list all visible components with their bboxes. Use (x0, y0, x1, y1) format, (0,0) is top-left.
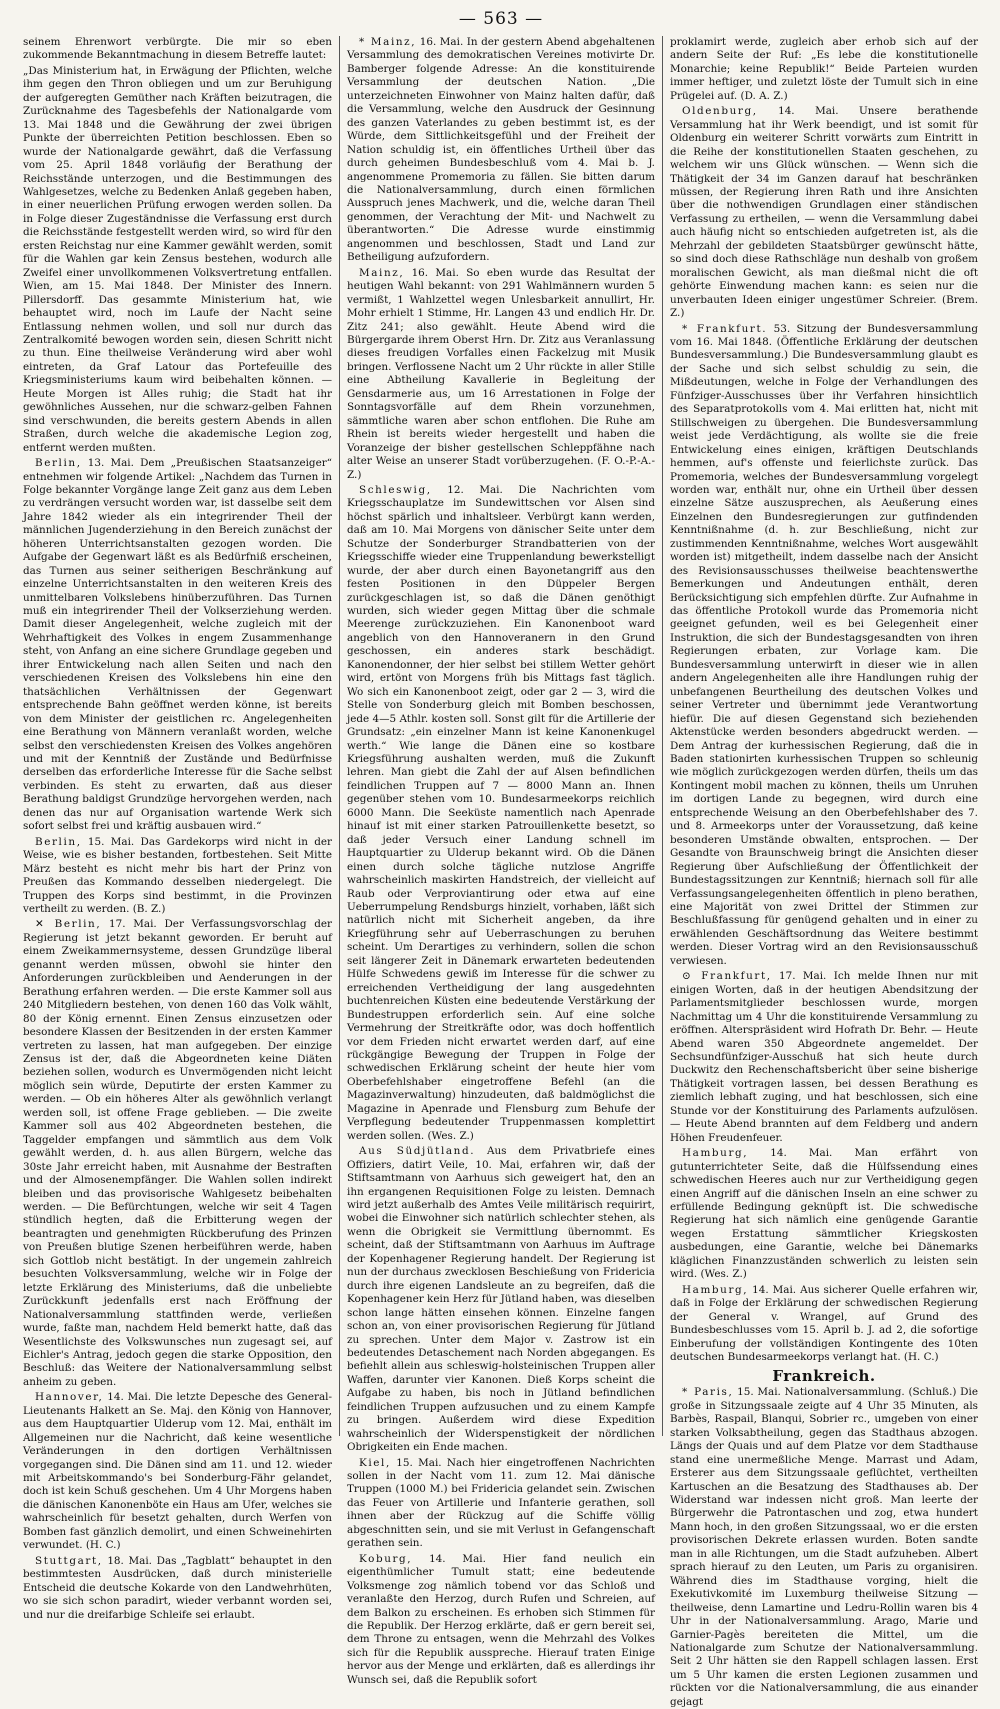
article-text: 14. Mai. Hier fand neulich ein eigenthümlicher Tumult statt; eine bedeutende Volksmenge zog nämlich tobend vor das Schloß und veranlaßte den Herzog, durch Rufen und Schreien, auf dem Balkon zu erscheinen. Es erhoben sich Stimmen für die Republik. Der Herzog erklärte, daß er gern bereit sei, dem Throne zu entsagen, wenn die Mehrzahl des Volkes sich für die Republik ausspreche. Hierauf traten Einige hervor aus der Menge und erklärten, daß es allerdings ihr Wunsch sei, daß die Republik sofort (347, 1552, 656, 1686)
section-heading: Frankreich. (772, 1367, 876, 1386)
article-dateline: Mainz, (359, 266, 405, 279)
article (347, 1145, 655, 1454)
article-text: proklamirt werde, zugleich aber erhob sich auf der andern Seite der Ruf: „Es lebe die konstitutionelle Monarchie; keine Republik!“ Beide Parteien wurden immer heftiger, und zuletzt löste der Tumult sich in eine Prügelei auf. (D. A. Z.) (670, 36, 978, 102)
article-dateline: ⊙ Frankfurt, (682, 970, 772, 983)
article (23, 36, 332, 63)
article (23, 457, 332, 834)
columns (16, 36, 986, 1708)
article-text: 18. Mai. Das „Tagblatt“ behauptet in den bestimmtesten Ausdrücken, daß durch ministerielle Entscheid die deutsche Kokarde von den Landwehrhüten, wo sie sich schon paradirt, wieder verbannt worden sei, und nur die dreifarbige Schleife sei erlaubt. (23, 1554, 332, 1621)
article-text: Aus dem Privatbriefe eines Offiziers, datirt Veile, 10. Mai, erfahren wir, daß der Stiftsamtmann von Aarhuus sich geweigert hat, den an ihn ergangenen Requisitionen Folge zu leisten. Demnach wird jetzt außerhalb des Amtes Veile militärisch requirirt, wobei die Einwohner sich natürlich schlechter stehen, als wenn die Obrigkeit sie Vermittlung übernommt. Es scheint, daß der Stiftsamtmann von Aarhuus im Auftrage der Kopenhagener Regierung handelt. Der Regierung ist nun der durchaus zwecklosen Beschießung von Fridericia durch ihre eigenen Landsleute an zu begreifen, daß die Kopenhagener kein Herz für Jütland haben, was dieselben schon lange hätten einsehen können. Einzelne fangen schon an, von einer provisorischen Regierung für Jütland zu sprechen. Unter dem Major v. Zastrow ist ein bedeutendes Detaschement nach Norden abgegangen. Es befiehlt allein aus schleswig-holsteinischen Truppen aller Waffen, darunter vier Kanonen. Dieß Korps scheint die Aufgabe zu haben, bis noch in Jütland befindlichen feindlichen Truppen aufzusuchen und zu einem Kampfe zu bringen. Außerdem wird diese Expedition wahrscheinlich der Widerspenstigkeit der nördlichen Obrigkeiten ein Ende machen. (347, 1145, 656, 1454)
article (23, 65, 332, 455)
article (23, 1555, 332, 1622)
article-text: 17. Mai. Der Verfassungsvorschlag der Regierung ist jetzt bekannt geworden. Er beruht auf einem Zweikammernsysteme, dessen Grundzüge liberal genannt werden müssen, obwohl sie hinter den Anforderungen zurückbleiben und Aenderungen in der Berathung erfahren werden. — Die erste Kammer soll aus 240 Mitgliedern bestehen, von denen 160 das Volk wählt, 80 der König ernennt. Einen Zensus einzusetzen oder besondere Klassen der Besitzenden in der ersten Kammer vertreten zu lassen, hat man aufgegeben. Der einzige Zensus ist der, daß die Abgeordneten keine Diäten beziehen sollen, wodurch es Unvermögenden nicht leicht möglich sein würde, Deputirte der ersten Kammer zu werden. — Ob ein höheres Alter als gewöhnlich verlangt werden soll, ist offene Frage geblieben. — Die zweite Kammer soll aus 402 Abgeordneten bestehen, die Taggelder empfangen und sämmtlich aus dem Volk gewählt werden, d. h. aus allen Bürgern, welche das 30ste Jahr erreicht haben, mit Ausnahme der Bestraften und der Almosenempfänger. Die Wahlen sollen indirekt bleiben und das provisorische Wahlgesetz beibehalten werden. — Die Befürchtungen, welche wir seit 4 Tagen stündlich hegten, daß die Erbitterung wegen der beantragten und genehmigten Rückberufung des Prinzen von Preußen blutige Szenen herbeiführen werde, haben sich Gottlob nicht bestätigt. In der ungemein zahlreich besuchten Volksversammlung, welche wir in Folge der letzte Erklärung des Ministeriums, daß die unbeliebte Zurückkunft jedenfalls erst nach Eröffnung der Nationalversammlung stattfinden werde, verließen wurde, faßte man, nachdem Held bemerkt hatte, daß das Wesentlichste des Volkswunsches nun zugesagt sei, auf Eichler's Antrag, jedoch gegen die starke Opposition, den Beschluß: das Weitere der Nationalversammlung selbst anheim zu geben. (23, 918, 332, 1388)
column-right (662, 36, 985, 1708)
article-text: 14. Mai. Man erfährt von gutunterrichteter Seite, daß die Hülfssendung eines schwedischen Heeres auch nur zur Vertheidigung gegen einen Angriff auf die dänischen Inseln an eine schwer zu erfüllende Bedingung geknüpft ist. Die schwedische Regierung hat sich nämlich eine genügende Garantie wegen Erstattung sämmtlicher Kriegskosten ausbedungen, eine Garantie, welche bei Dänemarks kläglichen Finanzzuständen schwerlich zu leisten sein wird. (Wes. Z.) (670, 1147, 978, 1281)
article-dateline: Hannover, (35, 1391, 104, 1404)
article-text: 12. Mai. Die Nachrichten vom Kriegsschauplatze im Sundewittschen vor Alsen sind höchst spärlich und inhaltsleer. Verbürgt kann werden, daß am 10. Mai Morgens von dänischer Seite unter dem Schutze der Sonderburger Strandbatterien von der Kriegsschiffe wieder eine Truppenlandung bewerkstelligt wurde, der aber durch einen Bayonetangriff aus den festen Positionen in den Düppeler Bergen zurückgeschlagen ist, so daß die Dänen genöthigt wurden, sich wieder gegen Mittag über die schmale Meerenge zurückzuziehen. Ein Kanonenboot ward angeblich von den Hannoveranern in den Grund geschossen, ein anderes stark beschädigt. Kanonendonner, der hier selbst bei stillem Wetter gehört wird, ertönt von Morgens früh bis Mittags fast täglich. Wo sich ein Kanonenboot zeigt, oder gar 2 — 3, wird die Stelle von Sonderburg gleich mit Bomben beschossen, jede 4—5 Athlr. kosten soll. Sonst gilt für die Artillerie der Grundsatz: „ein einzelner Mann ist keine Kanonenkugel werth.“ Wie lange die Dänen eine so kostbare Kriegsführung aushalten werden, muß die Zukunft lehren. Man giebt die Zahl der auf Alsen befindlichen feindlichen Truppen auf 7 — 8000 Mann an. Ihnen gegenüber stehen vom 10. Bundesarmeekorps reichlich 6000 Mann. Die Seeküste namentlich nach Apenrade hinauf ist mit einer starken Patrouillenkette besetzt, so daß jeder Versuch einer Landung schnell im Hauptquartier zu Ulderup bekannt wird. Ob die Dänen einen durch solche tägliche nutzlose Angriffe wahrscheinlich maskirten Handstreich, der vielleicht auf Raub oder Verproviantirung oder etwa auf eine Ueberrumpelung Rendsburgs hinzielt, vorhaben, läßt sich natürlich nicht mit Sicherheit angeben, da ihre Kriegführung sehr auf Ueberraschungen zu beruhen scheint. Um Derartiges zu verhindern, sollen die schon seit längerer Zeit in Dänemark erwarteten bedeutenden Hülfe Schwedens gewiß im Interesse für die schwer zu erreichenden Vertheidigung der lang ausgedehnten buchtenreichen Küsten eine bedeutende Verstärkung der Bundestruppen erforderlich sein. Auf eine solche Vermehrung der Streitkräfte odor, was doch hoffentlich vor dem Frieden nicht erwartet werden darf, auf eine rückgängige Bewegung der Truppen in Folge der schwedischen Erklärung scheint der heute hier vom Oberbefehlshaber eingetroffene Befehl (an die Magazinverwaltung) hinzudeuten, daß baldmöglichst die Magazine in Apenrade und Flensburg zum Behufe der Verpflegung bedeutender Truppenmassen komplettirt werden sollen. (Wes. Z.) (347, 483, 655, 1142)
article-dateline: Berlin, (35, 835, 82, 848)
article-dateline: * Paris, (682, 1386, 734, 1399)
article-dateline: ✕ Berlin, (35, 918, 102, 931)
article-text: 16. Mai. So eben wurde das Resultat der heutigen Wahl bekannt: von 291 Wahlmännern wurden 5 vermißt, 1 Wahlzettel wegen Unlesbarkeit annullirt, Hr. Mohr erhielt 1 Stimme, Hr. Langen 43 und endlich Hr. Dr. Zitz 241; also gewählt. Heute Abend wird die Bürgergarde ihrem Oberst Hrn. Dr. Zitz aus Veranlassung dieses freudigen Vorfalles einen Fackelzug mit Musik bringen. Verflossene Nacht um 2 Uhr rückte in aller Stille eine Abtheilung Kavallerie in Begleitung der Gensdarmerie aus, um 16 Arrestationen in Folge der Sonntagsvorfälle auf dem Rhein vorzunehmen, sämmtliche waren aber schon entflohen. Die Ruhe am Rhein ist bereits wieder hergestellt und haben die Voranzeige der bisher gestellschen Schleppfähne nach alter Weise an unserer Stadt vorüberzugehen. (F. O.-P.-A.-Z.) (347, 266, 655, 481)
article-dateline: Hamburg, (682, 1147, 749, 1160)
article-dateline: * Frankfurt. (682, 322, 768, 335)
article-dateline: Aus Südjütland. (359, 1145, 476, 1158)
article-dateline: Oldenburg, (682, 105, 758, 118)
article-text: 15. Mai. Nationalversammlung. (Schluß.) Die große in Sitzungssaale zeigte auf 4 Uhr 35 Minuten, als Barbès, Raspail, Blanqui, Sobrier rc., umgeben von einer starken Volksabtheilung, gegen das Stadthaus abzogen. Längs der Quais und auf dem Platze vor dem Stadthause stand eine unermeßliche Menge. Marrast und Adam, Ersterer aus dem Sitzungssaale geflüchtet, vertheilten Kartuschen an die Besatzung des Stadthauses ab. Der Widerstand war indessen nicht groß. Man leerte der Bürgerwehr die Patrontaschen und zog, etwa hundert Mann hoch, in den großen Sitzungssaal, wo er die ersten provisorischen Dekrete erlassen wurden. Boten sandte man in alle Richtungen, um die Stadt aufzuheben. Albert sprach hierauf zu den Leuten, um Paris zu organisiren. Während dies im Stadthause vorging, hielt die Exekutivkomité im Luxemburg theilweise Sitzung — theilweise, denn Lamartine und Ledru-Rollin waren bis 4 Uhr in der Nationalversammlung. Arago, Marie und Garnier-Pagès bereiteten die Mittel, um die Nationalgarde zum Schutze der Nationalversammlung. Seit 2 Uhr hätten sie den Rappell schlagen lassen. Erst um 5 Uhr kamen die ersten Legionen zusammen und rückten vor die Nationalversammlung, die aus einander gejagt (670, 1386, 978, 1708)
article (670, 105, 978, 320)
article-text: 14. Mai. Unsere berathende Versammlung hat ihr Werk beendigt, und ist somit für Oldenburg ein weiterer Schritt vorwärts zum Eintritt in die Reihe der konstitutionellen Staaten geschehen, zu welchem wir uns Glück wünschen. — Wenn sich die Thätigkeit der 34 im Ganzen darauf hat beschränken müssen, der Regierung ihren Rath und ihre Ansichten über die nothwendigen Grundlagen einer ständischen Verfassung zu ertheilen, — wenn die Versammlung dabei auch häufig nicht so entschieden aufgetreten ist, als die Mehrzahl der gebildeten Staatsbürger gewünscht hätte, so sind doch diese Rathschläge nun deshalb von großem moralischen Gewicht, als man dießmal nicht die oft gehörte Einwendung machen kann: es seien nur die unverbauten Ideen einiger ungestümer Schreier. (Brem. Z.) (670, 105, 978, 320)
article-dateline: Hamburg, (682, 1283, 749, 1296)
article-text: 16. Mai. In der gestern Abend abgehaltenen Versammlung des demokratischen Vereines motivirte Dr. Bamberger folgende Adresse: An die konstituirende Versammlung der deutschen Nation. „Die unterzeichneten Einwohner von Mainz halten dafür, daß die Versammlung, welche den Ausdruck der Gesinnung des ganzen Vaterlandes zu geben bestimmt ist, es der Würde, dem Sittlichkeitsgefühl und der Freiheit der Nation schuldig ist, ein öffentliches Urtheil über das durch geheimen Bundesbeschluß vom 4. Mai b. J. angenommene Promemoria zu fällen. Sie bitten darum die Nationalversammlung, durch einen förmlichen Ausspruch jenes Machwerk, und die, welche daran Theil genommen, der Verachtung der Mit- und Nachwelt zu überantworten.“ Die Adresse wurde einstimmig angenommen und beschlossen, Stadt und Land zur Betheiligung aufzufordern. (347, 36, 655, 264)
article-text: 17. Mai. Ich melde Ihnen nur mit einigen Worten, daß in der heutigen Abendsitzung der Parlamentsmitglieder beschlossen wurde, morgen Nachmittag um 4 Uhr die konstituirende Versammlung zu eröffnen. Alterspräsident wird Hofrath Dr. Behr. — Heute Abend waren 350 Abgeordnete angemeldet. Der Sechsundfünfziger-Ausschuß hat sich heute durch Duckwitz den Rechenschaftsbericht über seine bisherige Thätigkeit vortragen lassen, bei dessen Berathung es ziemlich lebhaft zuging, und hat beschlossen, sich eine Stunde vor der Konstituirung des Parlaments aufzulösen. — Heute Abend brannten auf dem Feldberg und andern Höhen Freudenfeuer. (670, 970, 978, 1144)
article-text: 15. Mai. Nach hier eingetroffenen Nachrichten sollen in der Nacht vom 11. zum 12. Mai dänische Truppen (1000 M.) bei Fridericia gelandet sein. Zwischen das Feuer von Artillerie und Infanterie gerathen, soll ihnen aber der Rückzug auf die Schiffe völlig abgeschnitten sein, und sie mit Verlust in Gefangenschaft gerathen sein. (347, 1456, 655, 1550)
column-middle (339, 36, 662, 1686)
article-text: 15. Mai. Das Gardekorps wird nicht in der Weise, wie es bisher bestanden, fortbestehen. Seit Mitte März besteht es nicht mehr bis hart der Prinz von Preußen das Kommando desselben niedergelegt. Die Truppen des Korps sind bestimmt, in die Provinzen vertheilt zu werden. (B. Z.) (23, 835, 332, 915)
article (670, 323, 978, 969)
article (670, 36, 978, 103)
column-left (16, 36, 339, 1621)
article (347, 36, 655, 265)
article-dateline: * Mainz, (359, 36, 417, 48)
article (670, 1284, 978, 1365)
article-dateline: Kiel, (359, 1456, 391, 1469)
article (347, 1553, 655, 1688)
article-dateline: Schleswig, (359, 483, 432, 496)
page-number: — 563 — (458, 9, 544, 29)
article-text: „Das Ministerium hat, in Erwägung der Pflichten, welche ihm gegen den Thron obliegen und um zur Beruhigung der aufgeregten Gemüther nach Kräften beizutragen, die Zurücknahme des Tagesbefehls der Nationalgarde vom 13. Mai 1848 und die Gewährung der zwei übrigen Punkte der überreichten Petition beschlossen. Eben so wurde der Nationalgarde gewährt, daß die Verfassung vom 25. April 1848 vorläufig der Berathung der Reichsstände unterzogen, und die Bestimmungen des Wahlgesetzes, welche zu Bedenken Anlaß gegeben haben, in einer neuerlichen Prüfung erwogen werden sollen. Da in Folge dieser Zugeständnisse die Verfassung erst durch die Reichsstände festgestellt werden wird, so wird für den ersten Reichstag nur eine Kammer gewählt werden, somit für die Wahlen gar kein Zensus bestehen, wodurch alle Zweifel einer unvollkommenen Volksvertretung entfallen. Wien, am 15. Mai 1848. Der Minister des Innern. Pillersdorff. Das gesammte Ministerium hat, wie behauptet wird, noch im Laufe der Nacht seine Entlassung nehmen wollen, und soll nur durch das Zentralkomité bewogen worden sein, diesen Schritt nicht zu thun. Eine theilweise Veränderung wird aber wohl eintreten, da Graf Latour das Portefeuille des Kriegsministeriums kaum wird beibehalten können. — Heute Morgen ist Alles ruhig; die Stadt hat ihr gewöhnliches Aussehen, nur die schwarz-gelben Fahnen sind verschwunden, die bereits gestern Abends in allen Straßen, durch welche die akademische Legion zog, entfernt werden mußten. (23, 64, 332, 454)
article-text: 14. Mai. Die letzte Depesche des General-Lieutenants Halkett an Se. Maj. den König von Hannover, aus dem Hauptquartier Ulderup vom 12. Mai, enthält im Allgemeinen nur die Nachricht, daß keine wesentliche Veränderungen in den dortigen Verhältnissen vorgegangen sind. Die Dänen sind am 11. und 12. wieder mit Arbeitskommando's bei Sonderburg-Fähr gelandet, doch ist kein Schuß geschehen. Um 4 Uhr Morgens haben die dänischen Kanonenböte ein Haus am Ufer, welches sie wahrscheinlich für besetzt gehalten, durch Werfen von Bomben fast gänzlich demolirt, und einen Schweinehirten verwundet. (H. C.) (23, 1391, 332, 1552)
article-dateline: Stuttgart, (35, 1554, 103, 1567)
article-text: seinem Ehrenwort verbürgte. Die mir so eben zukommende Bekanntmachung in diesem Betreffe lautet: (23, 36, 332, 62)
article (347, 267, 655, 482)
article-text: 13. Mai. Dem „Preußischen Staatsanzeiger“ entnehmen wir folgende Artikel: „Nachdem das Turnen in Folge bekannter Vorgänge lange Zeit ganz aus dem Leben zu verdrängen versucht worden war, ist dasselbe seit dem Jahre 1842 wieder als ein integrirender Theil der männlichen Jugenderziehung in den Bereich zunächst der höheren Unterrichtsanstalten gezogen worden. Die Aufgabe der Gegenwart läßt es als Bedürfniß erscheinen, das Turnen aus seiner seitherigen Beschränkung auf einzelne Unterrichtsanstalten in den weiteren Kreis des unmittelbaren Volkslebens hinüberzuführen. Das Turnen muß ein integrirender Theil der Volkserziehung werden. Damit dieser Angelegenheit, welche zugleich mit der Wehrhaftigkeit des Volkes in engem Zusammenhange steht, von Anfang an eine sichere Grundlage gegeben und ihrer Entwickelung nach allen Seiten und nach den verschiedenen Kreisen des Volkslebens hin eine den thatsächlichen Verhältnissen der Gegenwart entsprechende Bahn geöffnet werden könne, ist bereits von dem Minister der geistlichen rc. Angelegenheiten eine Berathung von Männern veranlaßt worden, welche selbst den verschiedensten Kreisen des Volkes angehören und mit der Kenntniß der Zustände und Bedürfnisse derselben das erforderliche Interesse für die Sache selbst verbinden. Es steht zu erwarten, daß aus dieser Berathung baldigst Grundzüge hervorgehen werden, nach denen das nur auf Organisation wartende Werk sich sofort selbst frei und kräftig ausbauen wird.“ (23, 457, 332, 833)
article-dateline: Koburg, (359, 1552, 413, 1565)
article (347, 1457, 655, 1551)
article (670, 1386, 978, 1709)
article (347, 484, 655, 1143)
article (670, 1147, 978, 1282)
article (670, 970, 978, 1145)
article-text: 53. Sitzung der Bundesversammlung vom 16. Mai 1848. (Öffentliche Erklärung der deutschen Bundesversammlung.) Die Bundesversammlung glaubt es der Sache und sich selbst schuldig zu sein, die Mißdeutungen, welche in Folge der Verhandlungen des Fünfziger-Ausschusses über ihr Verfahren hinsichtlich des Separatprotokolls vom 4. Mai erlitten hat, nicht mit Stillschweigen zu übergehen. Die Bundesversammlung weist jede Verdächtigung, als wollte sie die freie Entwickelung eines einigen, kräftigen Deutschlands hemmen, auf's offenste und feierlichste zurück. Das Promemoria, welches der Bundesversammlung vorgelegt worden war, enthält nur, ohne ein Urtheil über dessen einzelne Sätze auszusprechen, als Aeußerung eines Einzelnen den Bundesregierungen zur gutfindenden Kenntnißnahme (d. h. zur Beschließung, nicht zur zustimmenden Kenntnißnahme, welches Wort ausgewählt worden ist) mitgetheilt, indem dasselbe nach der Ansicht des Revisionsausschusses theilweise beachtenswerthe Bemerkungen und Andeutungen enthält, deren Berücksichtigung sich empfehlen dürfte. Zur Aufnahme in das öffentliche Protokoll wurde das Promemoria nicht geeignet gefunden, weil es bei Gelegenheit einer Instruktion, die sich der Bundestagsgesandten von ihren Regierungen erbaten, zur Vorlage kam. Die Bundesversammlung unterwirft in dieser wie in allen andern Angelegenheiten alle ihre Handlungen ruhig der unbefangenen Beurtheilung des deutschen Volkes und seiner Vertreter und übernimmt jede Verantwortung hiefür. Die auf diesen Gegenstand sich beziehenden Aktenstücke werden besonders abgedruckt werden. — Dem Antrag der kurhessischen Regierung, daß die in Baden stationirten kurhessischen Truppen so schleunig wie möglich zurückgezogen werden dürfen, theils um das Kontingent mobil machen zu können, theils um Unruhen im dortigen Lande zu begegnen, wird durch eine entsprechende Weisung an den Oberbefehlshaber des 7. und 8. Armeekorps unter der Voraussetzung, daß keine besonderen Umstände obwalten, entsprochen. — Der Gesandte von Braunschweig bringt die Ansichten dieser Regierung über Aufschließung der Öffentlichkeit der Bundestagssitzungen zur Kenntniß; hiernach soll für alle Verfassungsangelegenheiten öffentlich in pleno berathen, eine Majorität von zwei Drittel der Stimmen zur Beschlußfassung für genügend gehalten und in einer zu erwählenden Geschäftsordnung das Weitere bestimmt werden. Dieser Vortrag wird an den Revisionsausschuß verwiesen. (670, 322, 978, 967)
article (23, 918, 332, 1389)
article-dateline: Berlin, (35, 457, 82, 470)
article-text: 14. Mai. Aus sicherer Quelle erfahren wir, daß in Folge der Erklärung der schwedischen Regierung der General v. Wrangel, auf Grund des Bundesbeschlusses vom 15. April b. J. ad 2, die sofortige Einberufung der vollständigen Kontingente des 10ten deutschen Bundesarmeekorps verlangt hat. (H. C.) (670, 1283, 978, 1363)
article (23, 1391, 332, 1552)
article (23, 836, 332, 917)
